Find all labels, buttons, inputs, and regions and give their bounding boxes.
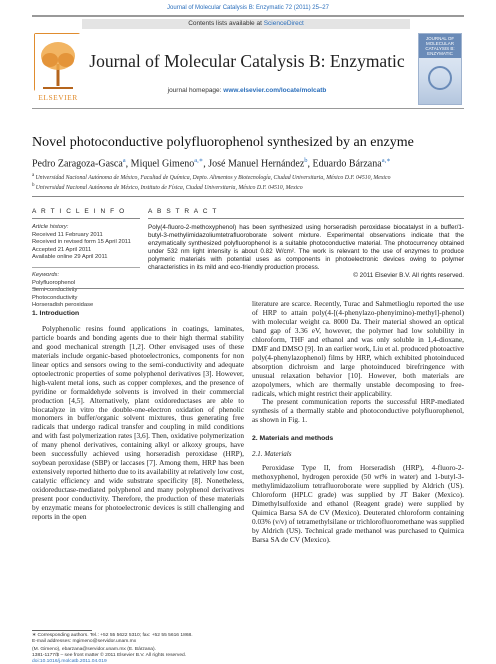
elsevier-tree-icon — [34, 33, 80, 91]
affiliation — [32, 182, 472, 192]
abstract — [148, 224, 464, 280]
history-item: Received 11 February 2011 — [32, 231, 103, 238]
corresponding-note: ∗ Corresponding authors. Tel.: +52 55 5622 5310; fax: +52 55 5616 1868. — [32, 633, 193, 638]
keyword: Semi-conductivity — [32, 287, 78, 294]
sciencedirect-link[interactable]: ScienceDirect — [263, 20, 304, 27]
journal-header — [32, 15, 464, 109]
contents-band — [82, 19, 410, 29]
footnote-rule — [32, 630, 92, 631]
footnotes — [32, 630, 244, 645]
author-name: Pedro Zaragoza-Gasca — [32, 158, 123, 170]
abstract-copyright: © 2011 Elsevier B.V. All rights reserved. — [353, 272, 464, 279]
author-name: Eduardo Bárzana — [312, 158, 382, 170]
author-affiliation-mark[interactable]: a,∗ — [194, 157, 204, 164]
intro-paragraph: Polyphenolic resins found applications in coatings, laminates, particle boards and bonding agents due to their high thermal stability and good mechanical strength [1,2]. Other envisaged uses of these materials include organic-based photoelectronics, components for non linear optics and sensors owing to the semi-conductivity and adequate optoelectronic properties of some polyphenol derivatives [3]. However, high-valent metal ions, such as copper complexes, and the presence of pyridine or formaldehyde solvents is involved in their commercial production [4,5]. Alternatively, plant oxidoreductases are able to biocatalyze in vitro the double-one-electron oxidation of phenolic monomers in buffer/organic solvent mixtures, thus generating free radicals that undergo radical transfer and coupling in mild conditions and with fast polymerization rates [3,6]. Then, oxidative polymerization of many phenol derivatives, containing alkyl or alkoxy groups, have been successfully achieved using horseradish peroxidase (HRP), soybean peroxidase (SBP) or laccases [7]. Among them, HRP has been extensively reported hitherto due to its availability at relatively low cost, catalytic efficiency and wide substrate specificity [8]. Nonetheless, oxidoreductase-mediated polyphenol and many polyphenol derivatives present poor conductivity. Therefore, the production of these materials by enzymatic means for photoelectronic devices is still challenging and reports in the open — [32, 323, 244, 521]
keywords-label: Keywords: — [32, 271, 60, 278]
author-affiliation-mark[interactable]: b — [304, 157, 308, 164]
abstract-text: Poly(4-fluoro-2-methoxyphenol) has been synthesized using horseradish peroxidase biocatalyst in a buffer/1-butyl-3-methylimidazoliumtetrafluoroborate solvent mixture. Experimental observations indicate that the enzymatically synthesized polyfluorophenol is a suitable photoconductive material. The photocurrency obtained under 532 nm light intensity is about 0.82 W/cm². The work is relevant to the use of enzymes to produce polymeric materials with potential uses as components in photoelectronic devices owing to polymer characteristics in its mild and eco-friendly production process. — [148, 224, 464, 271]
affiliation — [32, 172, 472, 182]
body-divider — [32, 288, 464, 289]
abstract-rule — [148, 218, 464, 219]
subsection-heading-materials: 2.1. Materials — [252, 450, 292, 459]
keyword: Photoconductivity — [32, 294, 78, 301]
journal-cover — [418, 33, 462, 105]
materials-paragraph: Peroxidase Type II, from Horseradish (HRP), 4-fluoro-2-methoxyphenol, hydrogen peroxide (50 wt% in water) and 1-butyl-3-methylimidazolium tetrafluoroborate were supplied by Aldrich (US). Chloroform (HPLC grade) was supplied by JT Baker (Mexico). Dimethylsulfoxide and ethanol (Reagent grade) were supplied by Quimica Barsa SA de CV (Mexico). Deuterated chloroform containing 0.03% (v/v) of tetramethylsilane or trichlorofluoromethane was supplied by Aldrich (US). Technical grade methanol was purchased to Quimica Barsa SA de CV (Mexico). — [252, 463, 464, 544]
right-column — [252, 300, 464, 545]
intro-continued-paragraph: literature are scarce. Recently, Turac and Sahmetlioglu reported the use of HRP to attain poly(4-[(4-phenylazo-phenyimino)-methyl]-phenol) with molecular weight ca. 8000 Da. Their material showed an optical band gap of 3.36 eV, however, the polymer had low solubility in chloroform, THF and ethanol and was only soluble in 1,4-dioxane, DMF and DMSO [9]. In an earlier work, Liu et al. produced photoactive poly(4-phenylazophenol) films by HRP, which exhibited photoinduced absorption dichroism and large photoinduced birefringence with unusual relaxation behavior [10]. However, both materials are azopolymers, which are thermally unstable decomposing to free-radicals, which might restrict their applicability. — [252, 299, 464, 398]
affiliation-label: a — [32, 173, 36, 178]
homepage-prefix: journal homepage: — [167, 87, 224, 94]
journal-title: Journal of Molecular Catalysis B: Enzymatic — [89, 51, 405, 71]
article-info-heading: A R T I C L E I N F O — [32, 208, 126, 215]
history-label: Article history: — [32, 224, 69, 230]
divider — [32, 196, 464, 197]
publisher-wordmark: ELSEVIER — [38, 93, 78, 102]
article-title: Novel photoconductive polyfluorophenol synthesized by an enzyme — [32, 135, 414, 150]
affiliation-label: b — [32, 182, 36, 188]
abstract-heading: A B S T R A C T — [148, 208, 218, 215]
affiliation-text: Universidad Nacional Autónoma de México, Facultad de Química, Depto. Alimentos y Biotecnología, Ciudad Universitaria, México D.F. 04510, Mexico — [35, 174, 391, 181]
article-info — [32, 224, 140, 310]
section-heading-methods: 2. Materials and methods — [252, 435, 334, 443]
history-item: Received in revised form 15 April 2011 — [32, 239, 131, 246]
homepage-link[interactable]: www.elsevier.com/locate/molcatb — [223, 87, 327, 94]
journal-homepage — [88, 87, 406, 94]
affiliation-text: Universidad Nacional Autónoma de México, Instituto de Física, Ciudad Universitaria, México D.F. 04510, Mexico — [35, 184, 303, 191]
article-info-rule — [32, 218, 140, 219]
author-affiliation-mark[interactable]: a,∗ — [381, 157, 391, 164]
cover-graphic-icon — [428, 66, 452, 90]
history-item: Accepted 21 April 2011 — [32, 246, 92, 253]
running-head: Journal of Molecular Catalysis B: Enzymatic 72 (2011) 25–27 — [167, 5, 329, 11]
history-list — [32, 232, 140, 262]
email-note-continued: (M. Gimeno), ebarzana@servidor.unam.mx (E. Bárzana). — [32, 647, 157, 652]
author-name: José Manuel Hernández — [208, 158, 305, 170]
contents-prefix: Contents lists available at — [188, 20, 264, 27]
issn-note: 1381-1177/$ – see front matter © 2011 Elsevier B.V. All rights reserved. — [32, 652, 187, 658]
history-item: Available online 29 April 2011 — [32, 254, 108, 261]
left-column — [32, 300, 244, 522]
elsevier-logo — [34, 33, 82, 105]
bottom-notes — [32, 647, 332, 664]
email-note: E-mail addresses: mgimeno@servidor.unam.mx — [32, 639, 137, 644]
author-name: Miquel Gimeno — [130, 158, 195, 170]
author-affiliation-mark[interactable]: a — [122, 157, 126, 164]
author-list: Pedro Zaragoza-Gasca$^a$, Miquel Gimeno$^{a,∗}$, José Manuel Hernández$^b$, Eduardo Bárzana$^{a,∗}$ — [32, 157, 391, 170]
cover-title: JOURNAL OF MOLECULAR CATALYSIS B: ENZYMATIC — [419, 34, 461, 58]
article-info-separator — [32, 262, 140, 268]
section-heading-introduction: 1. Introduction — [32, 310, 80, 317]
keyword: Polyfluorophenol — [32, 279, 76, 286]
affiliations — [32, 172, 472, 192]
keyword: Horseradish peroxidase — [32, 302, 94, 309]
intro-final-paragraph: The present communication reports the successful HRP-mediated synthesis of a thermally stable and photoconductive polyfluorophenol, as shown in Fig. 1. — [252, 397, 464, 425]
doi-link[interactable]: doi:10.1016/j.molcatb.2011.04.019 — [32, 658, 107, 664]
